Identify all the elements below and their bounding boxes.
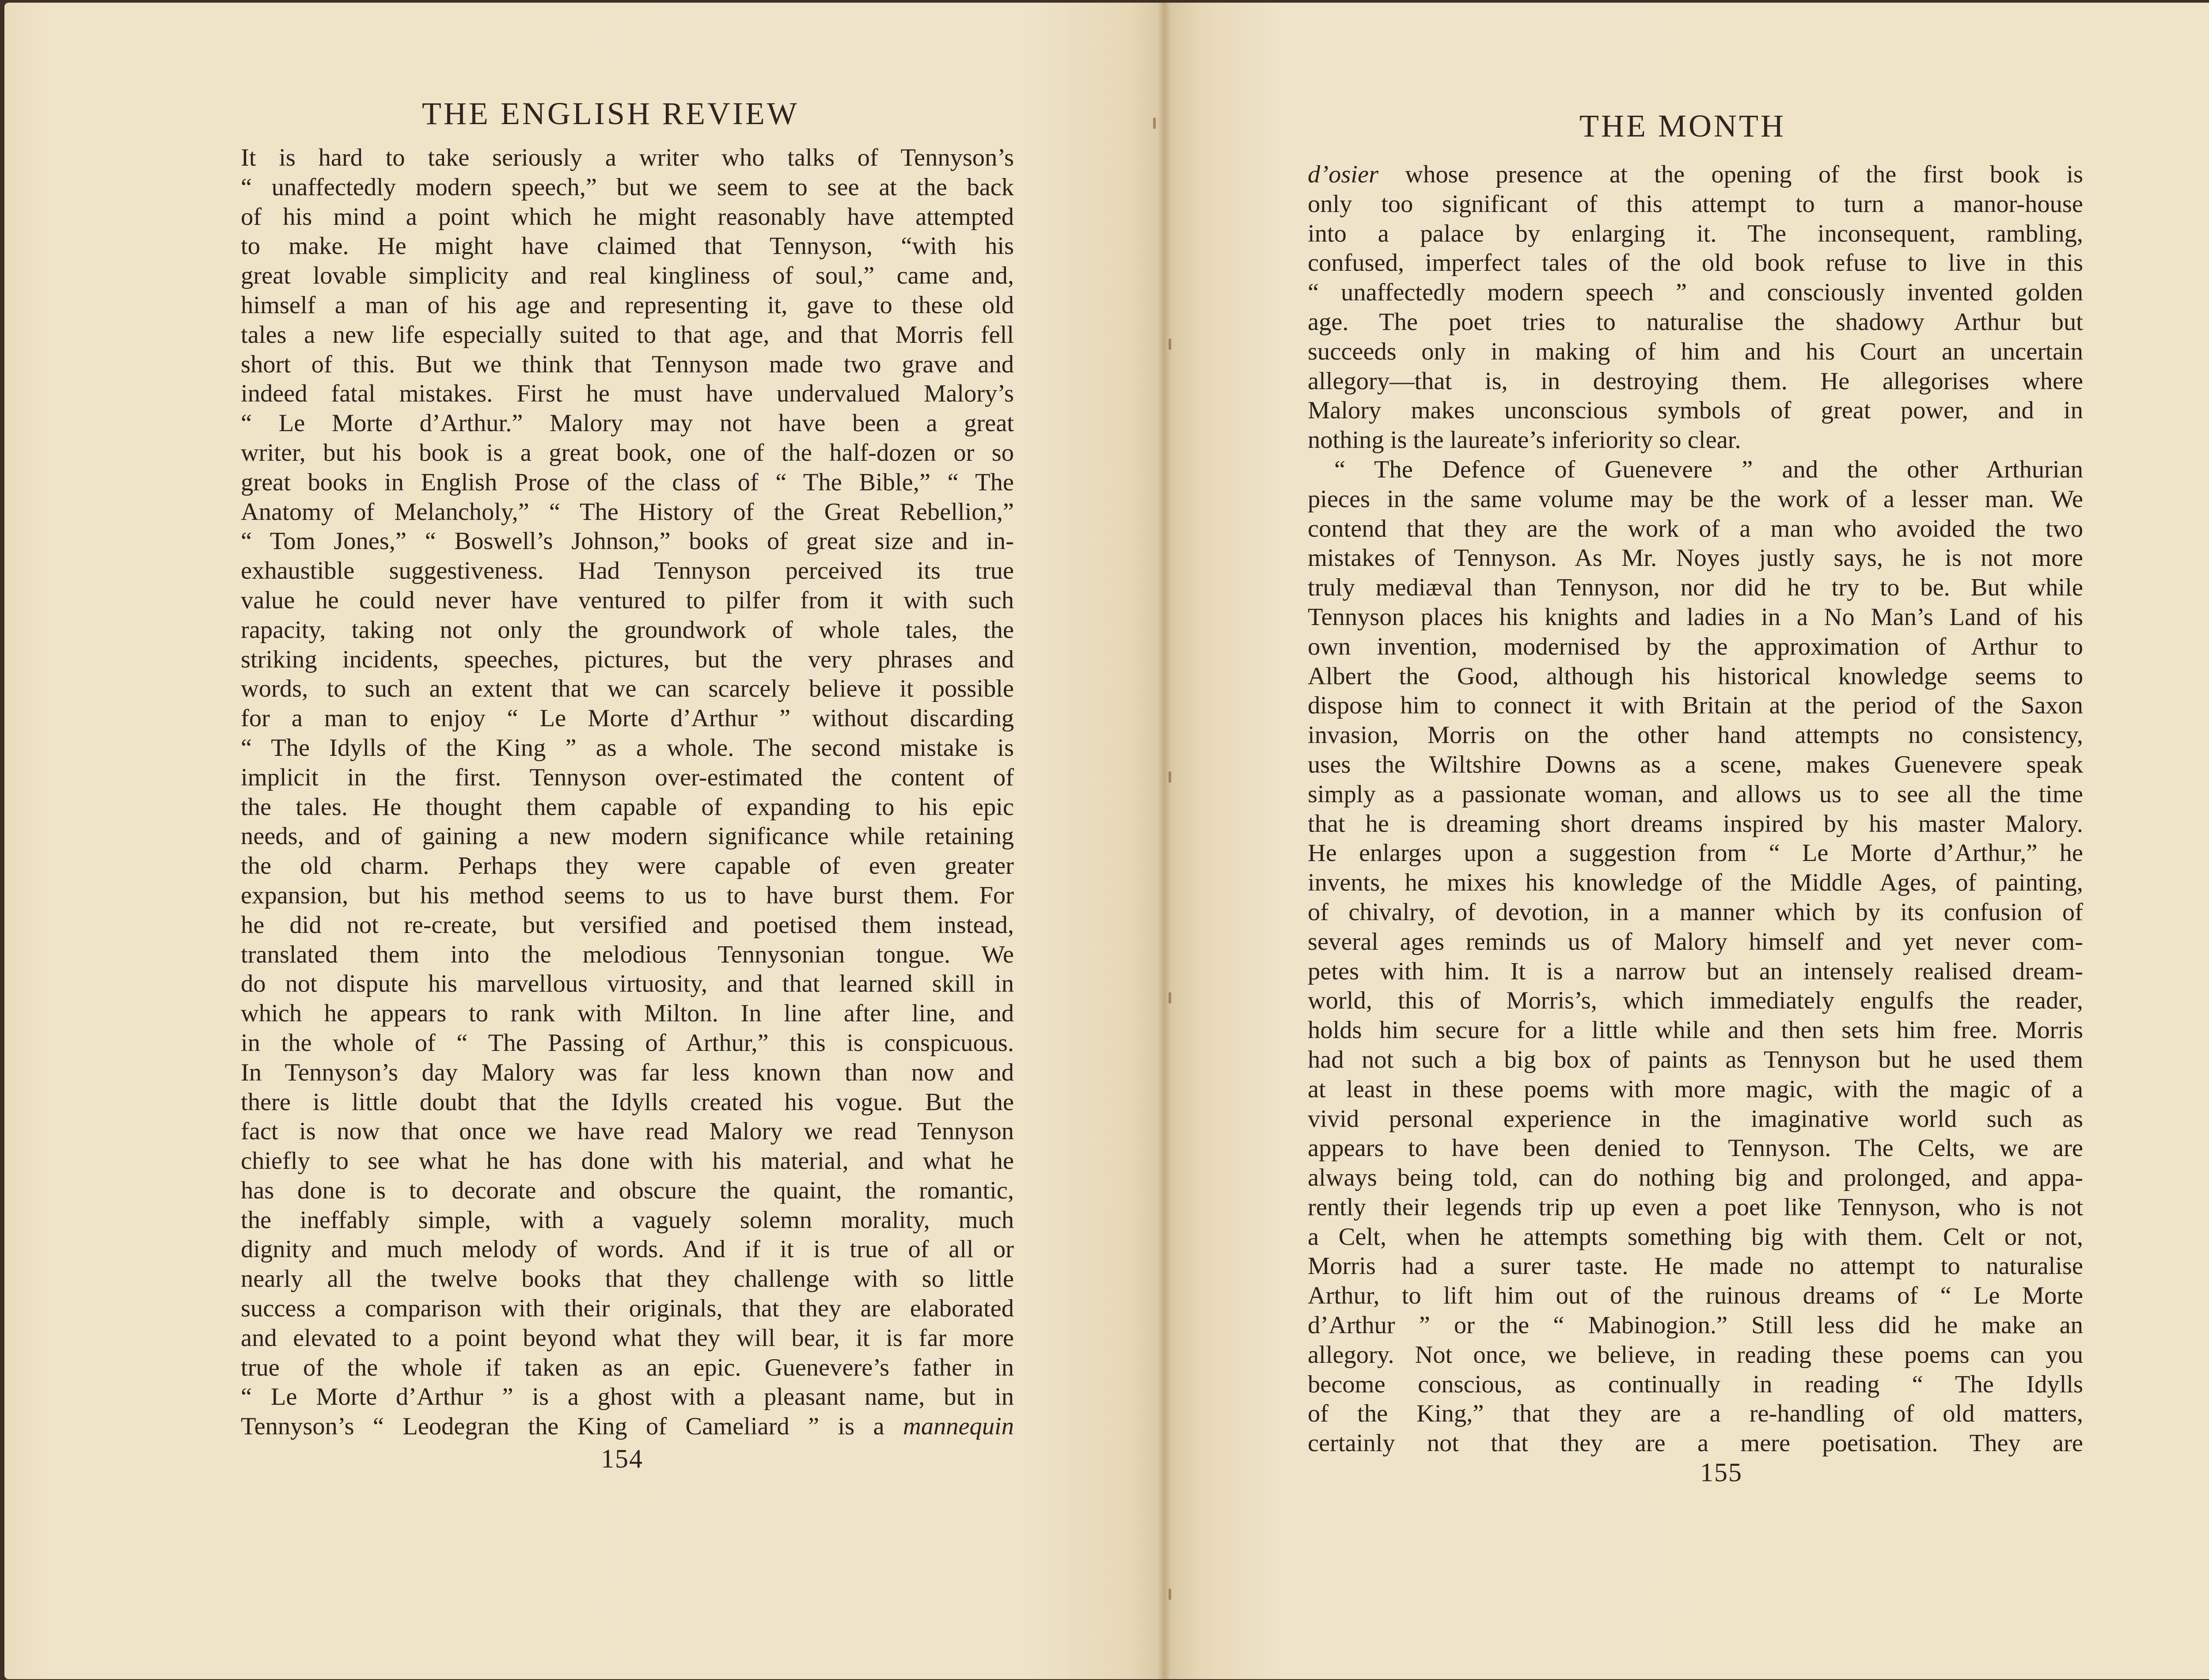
text-line: true of the whole if taken as an epic. Guenevere’s father in	[241, 1354, 1014, 1381]
text-line: In Tennyson’s day Malory was far less known than now and	[241, 1058, 1014, 1086]
text-line: Albert the Good, although his historical knowledge seems to	[1308, 662, 2083, 690]
text-line: d’Arthur ” or the “ Mabinogion.” Still less did he make an	[1308, 1312, 2083, 1339]
text-line: into a palace by enlarging it. The inconsequent, rambling,	[1308, 220, 2083, 247]
text-line: succeeds only in making of him and his Court an uncertain	[1308, 338, 2083, 365]
text-line: “ The Idylls of the King ” as a whole. The second mistake is	[241, 734, 1014, 762]
text-line: needs, and of gaining a new modern significance while retaining	[241, 823, 1014, 850]
text-line: writer, but his book is a great book, one of the half-dozen or so	[241, 439, 1014, 466]
text-line: there is little doubt that the Idylls created his vogue. But the	[241, 1088, 1014, 1116]
text-line: for a man to enjoy “ Le Morte d’Arthur ” without discarding	[241, 705, 1014, 732]
text-line: “ The Defence of Guenevere ” and the other Arthurian	[1334, 455, 2083, 483]
text-line: “ unaffectedly modern speech,” but we seem to see at the back	[241, 173, 1014, 201]
right-page	[1164, 3, 2209, 1679]
text-line: himself a man of his age and representing it, gave to these old	[241, 291, 1014, 319]
text-line: striking incidents, speeches, pictures, but the very phrases and	[241, 645, 1014, 673]
text-line: Morris had a surer taste. He made no attempt to naturalise	[1308, 1252, 2083, 1280]
text-line-last	[241, 1412, 1014, 1441]
text-line: allegory. Not once, we believe, in reading these poems can you	[1308, 1341, 2083, 1369]
text-line: nearly all the twelve books that they challenge with so little	[241, 1265, 1014, 1293]
text-line: the tales. He thought them capable of expanding to his epic	[241, 793, 1014, 821]
text-line: uses the Wiltshire Downs as a scene, makes Guenevere speak	[1308, 751, 2083, 778]
book-gutter	[1158, 3, 1171, 1679]
text-line: chiefly to see what he has done with his material, and what he	[241, 1147, 1014, 1175]
text-line: indeed fatal mistakes. First he must have undervalued Malory’s	[241, 380, 1014, 408]
text-line: It is hard to take seriously a writer who talks of Tennyson’s	[241, 144, 1014, 171]
text-line: the old charm. Perhaps they were capable of even greater	[241, 852, 1014, 880]
text-line: do not dispute his marvellous virtuosity, and that learned skill in	[241, 970, 1014, 998]
text-line: world, this of Morris’s, which immediately engulfs the reader,	[1308, 987, 2083, 1015]
text-line: always being told, can do nothing big and prolonged, and appa-	[1308, 1164, 2083, 1192]
page-number-right: 155	[1700, 1458, 1742, 1487]
text-line: age. The poet tries to naturalise the shadowy Arthur but	[1308, 308, 2083, 336]
text-line: invasion, Morris on the other hand attempts no consistency,	[1308, 721, 2083, 749]
italic-word: mannequin	[903, 1413, 1014, 1441]
text-line: vivid personal experience in the imaginative world such as	[1308, 1105, 2083, 1133]
text-line: Tennyson places his knights and ladies in a No Man’s Land of his	[1308, 603, 2083, 631]
text-line: which he appears to rank with Milton. In line after line, and	[241, 1000, 1014, 1028]
text-line: He enlarges upon a suggestion from “ Le Morte d’Arthur,” he	[1308, 839, 2083, 867]
text-line: rapacity, taking not only the groundwork of whole tales, the	[241, 616, 1014, 644]
running-head-left: THE ENGLISH REVIEW	[422, 96, 799, 131]
text-line: of the King,” that they are a re-handling of old matters,	[1308, 1400, 2083, 1428]
text-line: dispose him to connect it with Britain at the period of the Saxon	[1308, 692, 2083, 720]
text-line: to make. He might have claimed that Tennyson, “with his	[241, 232, 1014, 260]
text-line: “ Le Morte d’Arthur ” is a ghost with a pleasant name, but in	[241, 1383, 1014, 1411]
text-line: of chivalry, of devotion, in a manner which by its confusion of	[1308, 898, 2083, 926]
text-line: value he could never have ventured to pilfer from it with such	[241, 586, 1014, 614]
text-line: several ages reminds us of Malory himself and yet never com-	[1308, 928, 2083, 956]
text-line: appears to have been denied to Tennyson. The Celts, we are	[1308, 1134, 2083, 1162]
text-line: holds him secure for a little while and then sets him free. Morris	[1308, 1016, 2083, 1044]
text-line: great books in English Prose of the class of “ The Bible,” “ The	[241, 468, 1014, 496]
text-line: has done is to decorate and obscure the quaint, the romantic,	[241, 1176, 1014, 1204]
text-line: exhaustible suggestiveness. Had Tennyson perceived its true	[241, 557, 1014, 585]
text-line: truly mediæval than Tennyson, nor did he try to be. But while	[1308, 574, 2083, 602]
text-line: of his mind a point which he might reasonably have attempted	[241, 203, 1014, 231]
text-line: and elevated to a point beyond what they will bear, it is far more	[241, 1324, 1014, 1352]
text-line: success a comparison with their originals, that they are elaborated	[241, 1295, 1014, 1323]
text-line: expansion, but his method seems to us to have burst them. For	[241, 881, 1014, 909]
text-line-first	[1308, 160, 2083, 190]
text-line: mistakes of Tennyson. As Mr. Noyes justly says, he is not more	[1308, 544, 2083, 572]
text-line: Arthur, to lift him out of the ruinous dreams of “ Le Morte	[1308, 1282, 2083, 1310]
text-line: Anatomy of Melancholy,” “ The History of the Great Rebellion,”	[241, 498, 1014, 526]
text-line: nothing is the laureate’s inferiority so clear.	[1308, 426, 1741, 454]
left-page	[4, 3, 1164, 1679]
text-line: “ unaffectedly modern speech ” and consciously invented golden	[1308, 279, 2083, 307]
text-line: confused, imperfect tales of the old book refuse to live in this	[1308, 249, 2083, 277]
text-line: pieces in the same volume may be the work of a lesser man. We	[1308, 485, 2083, 513]
right-page-body	[1308, 160, 2083, 1458]
text-line: had not such a big box of paints as Tennyson but he used them	[1308, 1046, 2083, 1073]
text-line: petes with him. It is a narrow but an intensely realised dream-	[1308, 957, 2083, 985]
text-run: Tennyson’s “ Leodegran the King of Cameliard ” is a	[241, 1413, 903, 1441]
text-line: become conscious, as continually in reading “ The Idylls	[1308, 1370, 2083, 1398]
text-line: the ineffably simple, with a vaguely solemn morality, much	[241, 1206, 1014, 1234]
text-line: a Celt, when he attempts something big with them. Celt or not,	[1308, 1223, 2083, 1251]
text-line: dignity and much melody of words. And if it is true of all or	[241, 1236, 1014, 1263]
text-line: in the whole of “ The Passing of Arthur,” this is conspicuous.	[241, 1029, 1014, 1057]
text-line: “ Tom Jones,” “ Boswell’s Johnson,” books of great size and in-	[241, 527, 1014, 555]
text-line: contend that they are the work of a man who avoided the two	[1308, 515, 2083, 542]
text-line: short of this. But we think that Tennyson made two grave and	[241, 350, 1014, 378]
text-line: Malory makes unconscious symbols of great power, and in	[1308, 397, 2083, 425]
page-number-left: 154	[601, 1444, 643, 1473]
text-line: allegory—that is, in destroying them. He allegorises where	[1308, 367, 2083, 395]
text-line: that he is dreaming short dreams inspired by his master Malory.	[1308, 810, 2083, 838]
text-line: rently their legends trip up even a poet like Tennyson, who is not	[1308, 1193, 2083, 1221]
binding-thread-mark	[1153, 118, 1156, 129]
open-book	[4, 3, 2209, 1679]
text-line: fact is now that once we have read Malory we read Tennyson	[241, 1118, 1014, 1145]
running-head-right: THE MONTH	[1579, 108, 1786, 144]
text-line: tales a new life especially suited to that age, and that Morris fell	[241, 321, 1014, 349]
left-page-body	[241, 143, 1014, 1441]
text-line: words, to such an extent that we can scarcely believe it possible	[241, 675, 1014, 703]
text-line: he did not re-create, but versified and poetised them instead,	[241, 911, 1014, 939]
text-line: translated them into the melodious Tennysonian tongue. We	[241, 940, 1014, 968]
text-line: simply as a passionate woman, and allows us to see all the time	[1308, 780, 2083, 808]
text-line: certainly not that they are a mere poetisation. They are	[1308, 1430, 2083, 1457]
text-line: implicit in the first. Tennyson over-estimated the content of	[241, 763, 1014, 791]
text-line: “ Le Morte d’Arthur.” Malory may not have been a great	[241, 410, 1014, 437]
text-line: invents, he mixes his knowledge of the Middle Ages, of painting,	[1308, 869, 2083, 897]
text-line: at least in these poems with more magic, with the magic of a	[1308, 1075, 2083, 1103]
text-line: own invention, modernised by the approximation of Arthur to	[1308, 633, 2083, 660]
text-line: only too significant of this attempt to turn a manor-house	[1308, 190, 2083, 218]
text-line: great lovable simplicity and real kingliness of soul,” came and,	[241, 262, 1014, 290]
text-run: whose presence at the opening of the first book is	[1378, 161, 2083, 188]
italic-word: d’osier	[1308, 161, 1379, 188]
